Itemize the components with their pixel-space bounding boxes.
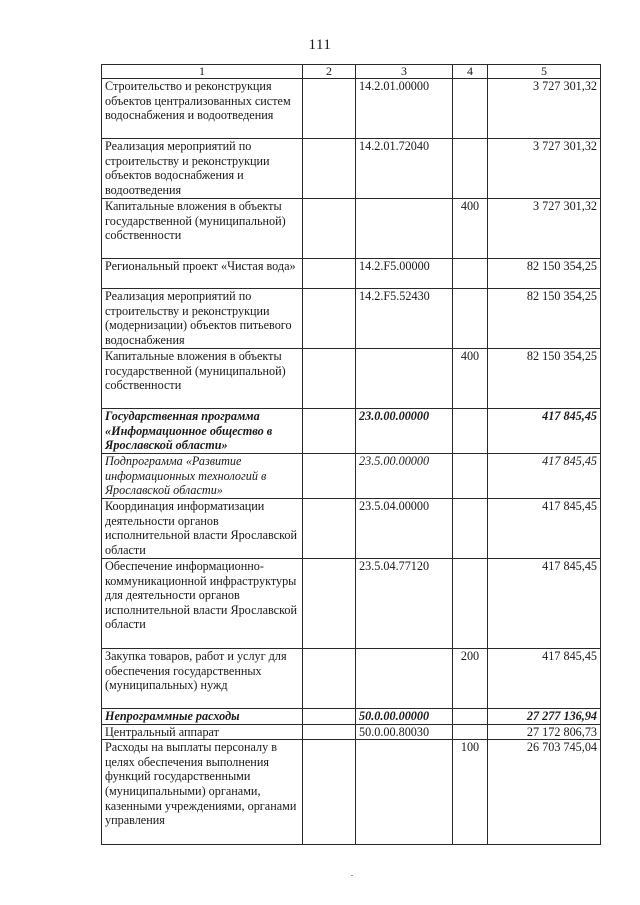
row-name-cell: Подпрограмма «Развитие информационных технологий в Ярославской области» — [102, 454, 303, 499]
row-code-cell: 23.5.04.77120 — [356, 559, 453, 649]
row-name-cell: Капитальные вложения в объекты государственной (муниципальной) собственности — [102, 349, 303, 409]
table-row — [102, 499, 601, 559]
row-name-cell: Расходы на выплаты персоналу в целях обеспечения выполнения функций государственными (муниципальными) органами, казенными учреждениями, органами управления — [102, 740, 303, 845]
row-code-cell: 14.2.01.72040 — [356, 139, 453, 199]
row-amount-cell: 27 277 136,94 — [488, 709, 601, 725]
row-col2-cell — [303, 499, 356, 559]
row-type-cell — [453, 499, 488, 559]
row-type-cell: 400 — [453, 349, 488, 409]
header-row — [102, 65, 601, 79]
row-name-cell: Реализация мероприятий по строительству и реконструкции объектов водоснабжения и водоотведения — [102, 139, 303, 199]
row-amount-cell: 82 150 354,25 — [488, 289, 601, 349]
row-amount-cell: 417 845,45 — [488, 649, 601, 709]
row-col2-cell — [303, 139, 356, 199]
row-code-cell — [356, 199, 453, 259]
table-row — [102, 559, 601, 649]
row-type-cell — [453, 559, 488, 649]
row-amount-cell: 417 845,45 — [488, 409, 601, 454]
table-body — [102, 79, 601, 845]
table-row — [102, 740, 601, 845]
header-col-5: 5 — [488, 65, 601, 79]
row-code-cell — [356, 349, 453, 409]
row-type-cell — [453, 259, 488, 289]
row-amount-cell: 417 845,45 — [488, 454, 601, 499]
row-type-cell — [453, 139, 488, 199]
row-col2-cell — [303, 259, 356, 289]
row-name-cell: Закупка товаров, работ и услуг для обеспечения государственных (муниципальных) нужд — [102, 649, 303, 709]
row-type-cell — [453, 289, 488, 349]
row-code-cell: 14.2.F5.52430 — [356, 289, 453, 349]
row-code-cell — [356, 649, 453, 709]
row-col2-cell — [303, 349, 356, 409]
row-name-cell: Реализация мероприятий по строительству и реконструкции (модернизации) объектов питьевого водоснабжения — [102, 289, 303, 349]
row-type-cell — [453, 724, 488, 740]
row-col2-cell — [303, 740, 356, 845]
row-name-cell: Строительство и реконструкция объектов централизованных систем водоснабжения и водоотведения — [102, 79, 303, 139]
row-code-cell: 23.5.00.00000 — [356, 454, 453, 499]
table-row — [102, 709, 601, 725]
row-type-cell — [453, 79, 488, 139]
row-col2-cell — [303, 409, 356, 454]
table-row — [102, 409, 601, 454]
row-col2-cell — [303, 79, 356, 139]
row-code-cell: 14.2.01.00000 — [356, 79, 453, 139]
row-name-cell: Региональный проект «Чистая вода» — [102, 259, 303, 289]
table-row — [102, 289, 601, 349]
header-col-2: 2 — [303, 65, 356, 79]
row-amount-cell: 3 727 301,32 — [488, 139, 601, 199]
row-col2-cell — [303, 289, 356, 349]
table-row — [102, 454, 601, 499]
row-amount-cell: 3 727 301,32 — [488, 199, 601, 259]
table-row — [102, 349, 601, 409]
header-col-1: 1 — [102, 65, 303, 79]
table-header — [102, 65, 601, 79]
row-code-cell: 23.5.04.00000 — [356, 499, 453, 559]
row-name-cell: Центральный аппарат — [102, 724, 303, 740]
row-amount-cell: 26 703 745,04 — [488, 740, 601, 845]
header-col-3: 3 — [356, 65, 453, 79]
table-row — [102, 259, 601, 289]
scan-speck — [351, 875, 353, 876]
row-code-cell: 23.0.00.00000 — [356, 409, 453, 454]
row-name-cell: Непрограммные расходы — [102, 709, 303, 725]
table-row — [102, 199, 601, 259]
row-type-cell: 200 — [453, 649, 488, 709]
page-number: 111 — [308, 37, 332, 53]
budget-table — [101, 64, 601, 845]
row-col2-cell — [303, 559, 356, 649]
row-code-cell: 50.0.00.00000 — [356, 709, 453, 725]
row-type-cell — [453, 454, 488, 499]
row-name-cell: Капитальные вложения в объекты государственной (муниципальной) собственности — [102, 199, 303, 259]
row-col2-cell — [303, 454, 356, 499]
row-name-cell: Обеспечение информационно-коммуникационной инфраструктуры для деятельности органов исполнительной власти Ярославской области — [102, 559, 303, 649]
row-amount-cell: 417 845,45 — [488, 559, 601, 649]
row-col2-cell — [303, 724, 356, 740]
header-col-4: 4 — [453, 65, 488, 79]
row-code-cell: 14.2.F5.00000 — [356, 259, 453, 289]
row-col2-cell — [303, 709, 356, 725]
row-type-cell — [453, 409, 488, 454]
row-code-cell — [356, 740, 453, 845]
row-col2-cell — [303, 199, 356, 259]
table-row — [102, 139, 601, 199]
row-code-cell: 50.0.00.80030 — [356, 724, 453, 740]
row-type-cell: 100 — [453, 740, 488, 845]
row-amount-cell: 27 172 806,73 — [488, 724, 601, 740]
row-amount-cell: 3 727 301,32 — [488, 79, 601, 139]
row-type-cell: 400 — [453, 199, 488, 259]
row-name-cell: Государственная программа «Информационное общество в Ярославской области» — [102, 409, 303, 454]
row-amount-cell: 417 845,45 — [488, 499, 601, 559]
row-col2-cell — [303, 649, 356, 709]
table-row — [102, 79, 601, 139]
row-amount-cell: 82 150 354,25 — [488, 259, 601, 289]
row-type-cell — [453, 709, 488, 725]
row-amount-cell: 82 150 354,25 — [488, 349, 601, 409]
row-name-cell: Координация информатизации деятельности органов исполнительной власти Ярославской области — [102, 499, 303, 559]
table-row — [102, 649, 601, 709]
table-row — [102, 724, 601, 740]
